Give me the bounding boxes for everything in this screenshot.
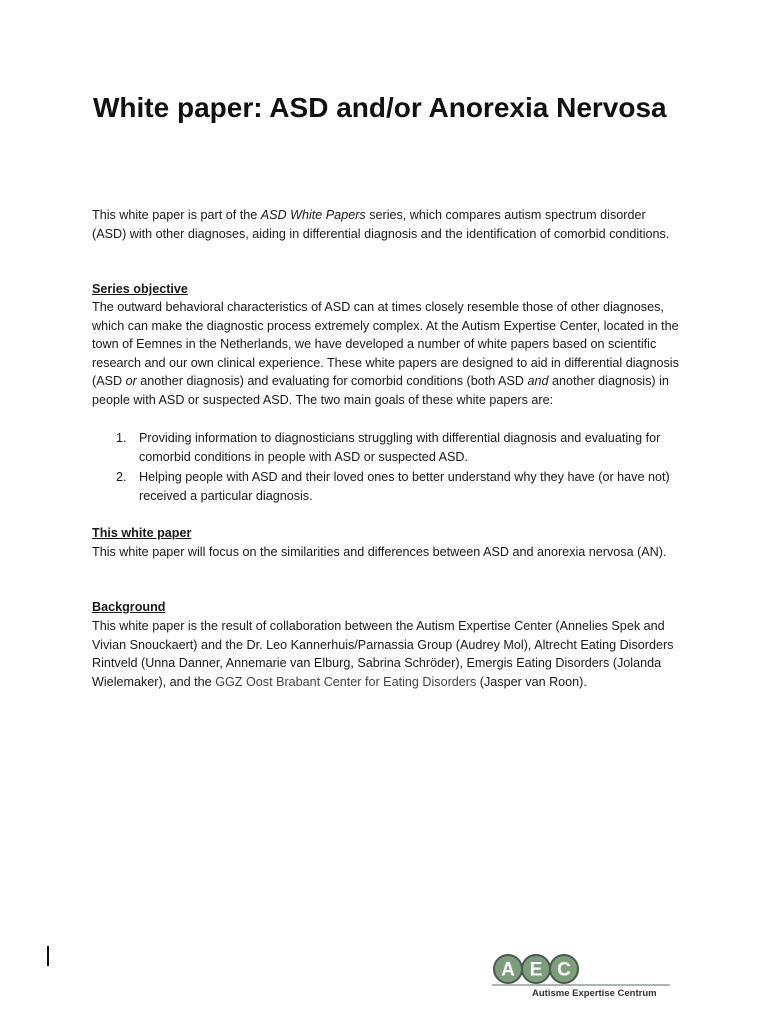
intro-text-start: This white paper is part of the <box>92 208 261 222</box>
list-item <box>92 429 682 466</box>
text-cursor <box>47 946 49 966</box>
list-item <box>92 468 682 505</box>
list-text: Providing information to diagnosticians struggling with differential diagnosis and evaluating for comorbid conditions in people with ASD or suspected ASD. <box>139 431 661 464</box>
objective-or: or <box>125 374 137 388</box>
objective-and: and <box>527 374 549 388</box>
intro-paragraph <box>92 206 682 243</box>
background-heading: Background <box>92 600 166 614</box>
this-white-paper-heading: This white paper <box>92 526 192 540</box>
background-text: This white paper is the result of collaboration between the Autism Expertise Center (Annelies Spek and Vivian Snouckaert) and the Dr. Leo Kannerhuis/Parnassia Group (Audrey Mol), Altrecht Eating Disorders Rintveld (Unna Danner, Annemarie van Elburg, Sabrina Schröder), Emergis Eating Disorders (Jolanda Wielemaker), and the <box>92 619 674 689</box>
series-objective-heading: Series objective <box>92 282 188 296</box>
goals-list <box>92 429 682 507</box>
ggz-link[interactable]: GGZ Oost Brabant Center for Eating Disorders <box>215 674 477 689</box>
series-name: ASD White Papers <box>260 208 366 222</box>
this-white-paper-paragraph: This white paper will focus on the similarities and differences between ASD and anorexia nervosa (AN). <box>92 545 667 559</box>
document-title: White paper: ASD and/or Anorexia Nervosa <box>93 92 667 123</box>
background-paragraph <box>92 617 682 691</box>
objective-text-1: The outward behavioral characteristics of ASD can at times closely resemble those of other diagnoses, which can make the diagnostic process extremely complex. At the Autism Expertise Center, located in the town of Eemnes in the Netherlands, we have developed a number of white papers based on scientific research and our own clinical experience. These white papers are designed to aid in differential diagnosis (ASD <box>92 300 679 388</box>
objective-text-3: another diagnosis) in people with ASD or suspected ASD. The two main goals of these white papers are: <box>92 374 669 407</box>
list-number: 1. <box>116 431 127 445</box>
logo-letter-c: C <box>557 959 571 981</box>
background-text-end: (Jasper van Roon). <box>476 674 587 689</box>
logo-letter-e: E <box>529 959 543 981</box>
intro-text-end: series, which compares autism spectrum disorder (ASD) with other diagnoses, aiding in differential diagnosis and the identification of comorbid conditions. <box>92 208 670 241</box>
list-text: Helping people with ASD and their loved ones to better understand why they have (or have not) received a particular diagnosis. <box>139 470 670 503</box>
logo-letter-a: A <box>501 959 515 981</box>
logo-caption: Autisme Expertise Centrum <box>532 988 657 999</box>
objective-text-2: another diagnosis) and evaluating for comorbid conditions (both ASD <box>136 374 528 388</box>
list-number: 2. <box>116 470 127 484</box>
series-objective-paragraph <box>92 298 682 409</box>
